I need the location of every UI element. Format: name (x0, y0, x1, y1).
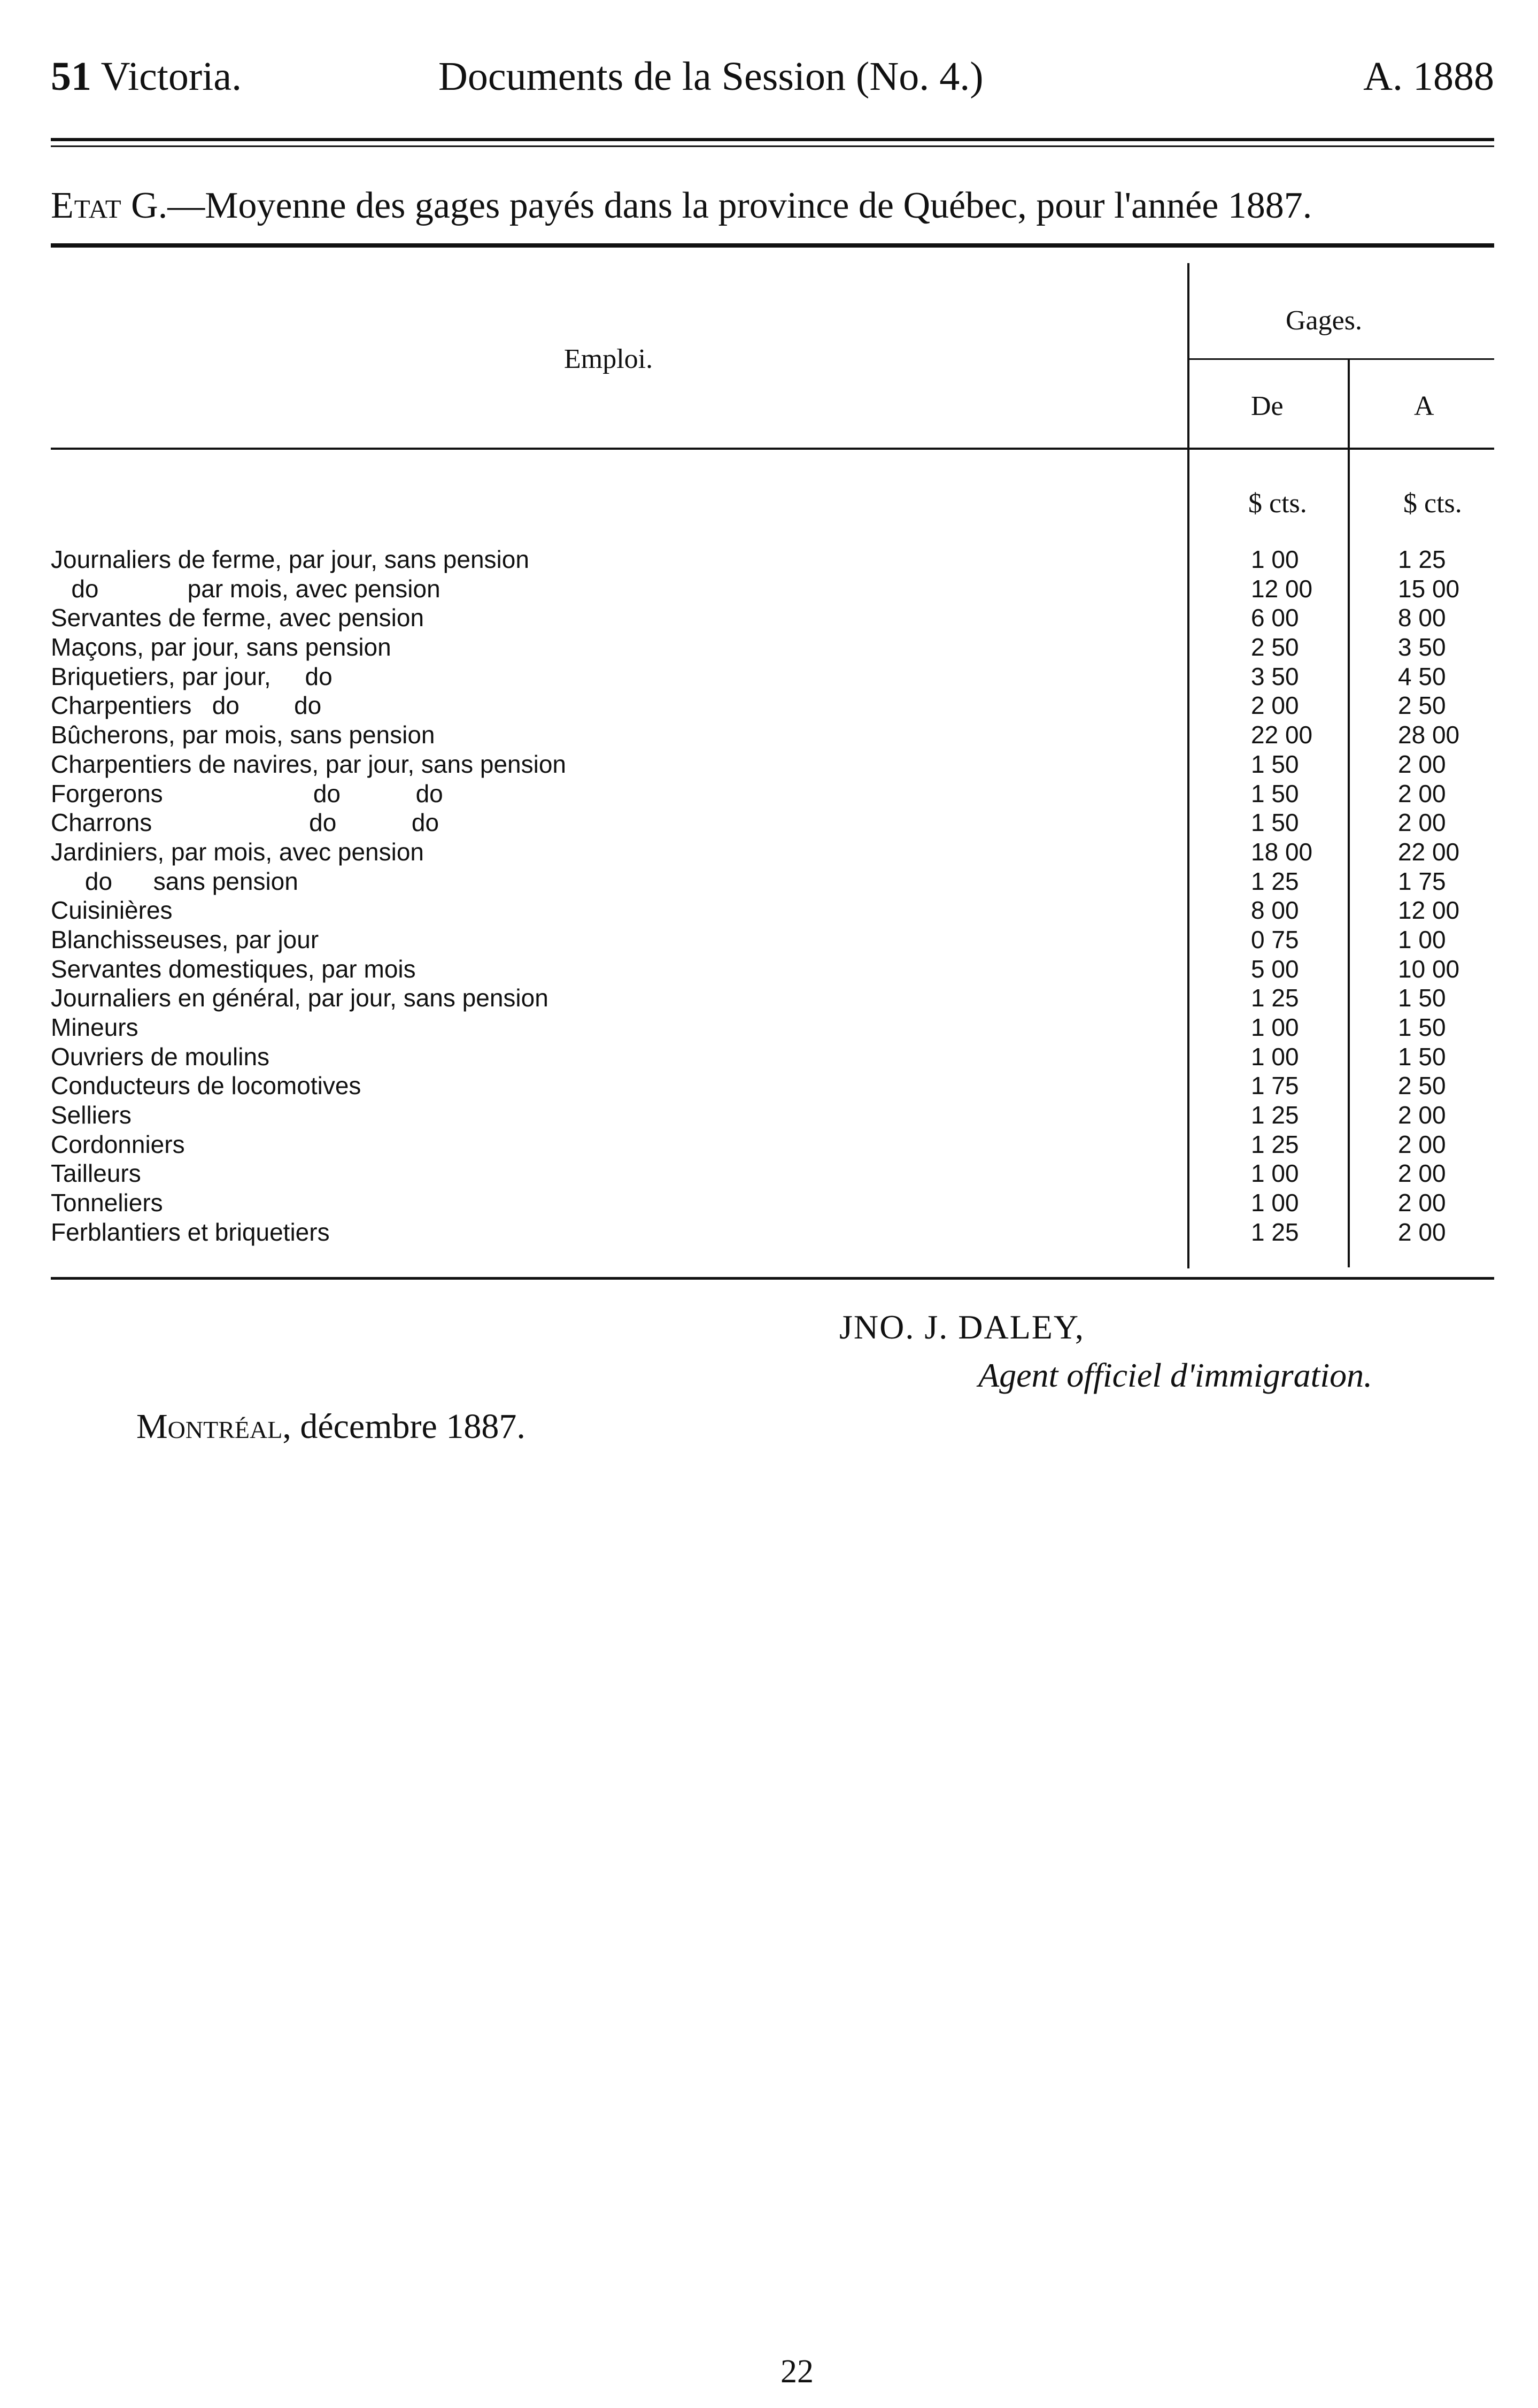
cell-a: 1 25 (1398, 545, 1446, 573)
cell-a: 1 00 (1398, 925, 1446, 953)
cell-de: 1 00 (1251, 1042, 1299, 1071)
cell-de: 3 50 (1251, 662, 1299, 690)
cell-a: 2 00 (1398, 809, 1446, 837)
year-reference: A. 1888 (1363, 54, 1494, 99)
signatory-role: Agent officiel d'immigration. (978, 1356, 1373, 1394)
cell-de: 1 75 (1251, 1072, 1299, 1100)
table-row (51, 1159, 1494, 1188)
title-text: G.—Moyenne des gages payés dans la province de Québec, pour l'année 1887. (121, 185, 1312, 226)
table-row (51, 1071, 1494, 1101)
running-header (51, 53, 1494, 102)
cell-de: 1 50 (1251, 750, 1299, 778)
cell-de: 1 25 (1251, 1101, 1299, 1129)
header-rule-thick (51, 138, 1494, 141)
table-row (51, 1218, 1494, 1247)
table-row (51, 808, 1494, 837)
cell-de: 1 00 (1251, 545, 1299, 573)
cell-de: 2 00 (1251, 691, 1299, 720)
row-label: Charpentiers do do (51, 691, 1179, 720)
cell-a: 28 00 (1398, 721, 1460, 749)
session-reference (51, 53, 242, 100)
table-row (51, 925, 1494, 955)
row-label: Blanchisseuses, par jour (51, 925, 1179, 955)
cell-a: 3 50 (1398, 633, 1446, 661)
row-label: Journaliers en général, par jour, sans pension (51, 983, 1179, 1013)
table-title (51, 184, 1494, 227)
row-label: Bûcherons, par mois, sans pension (51, 720, 1179, 750)
column-header-emploi: Emploi. (564, 344, 653, 374)
table-row (51, 867, 1494, 896)
row-label: Tonneliers (51, 1188, 1179, 1218)
cell-de: 1 00 (1251, 1159, 1299, 1188)
place-name: Montréal (136, 1407, 283, 1446)
table-row (51, 691, 1494, 720)
cell-a: 22 00 (1398, 837, 1460, 866)
column-header-de: De (1251, 391, 1284, 421)
row-label: do par mois, avec pension (51, 574, 1179, 604)
header-bottom-rule (51, 448, 1494, 450)
cell-a: 4 50 (1398, 662, 1446, 690)
row-label: Charrons do do (51, 808, 1179, 837)
row-label: Servantes domestiques, par mois (51, 955, 1179, 984)
cell-de: 2 50 (1251, 633, 1299, 661)
cell-a: 1 75 (1398, 867, 1446, 895)
cell-a: 8 00 (1398, 604, 1446, 632)
table-row (51, 983, 1494, 1013)
title-prefix: Etat (51, 185, 122, 226)
table-row (51, 1042, 1494, 1072)
cell-de: 6 00 (1251, 604, 1299, 632)
row-label: Briquetiers, par jour, do (51, 662, 1179, 691)
table-row (51, 545, 1494, 574)
table-row (51, 1013, 1494, 1042)
unit-a: $ cts. (1403, 488, 1462, 519)
gages-subheader-rule (1189, 358, 1494, 360)
column-header-a: A (1414, 391, 1434, 421)
table-row (51, 720, 1494, 750)
cell-a: 2 50 (1398, 1072, 1446, 1100)
page-number: 22 (780, 2353, 814, 2390)
cell-de: 1 50 (1251, 809, 1299, 837)
row-label: Cuisinières (51, 896, 1179, 925)
date-text: , décembre 1887. (282, 1407, 525, 1446)
cell-de: 1 25 (1251, 1130, 1299, 1158)
header-rule-thin (51, 145, 1494, 147)
cell-de: 1 25 (1251, 984, 1299, 1012)
cell-de: 5 00 (1251, 955, 1299, 983)
row-label: Selliers (51, 1101, 1179, 1130)
cell-de: 1 50 (1251, 779, 1299, 807)
row-label: do sans pension (51, 867, 1179, 896)
table-row (51, 662, 1494, 691)
cell-a: 2 00 (1398, 1159, 1446, 1188)
place-date (136, 1406, 525, 1447)
table-bottom-rule (51, 1277, 1494, 1280)
table-row (51, 1101, 1494, 1130)
cell-a: 1 50 (1398, 1042, 1446, 1071)
cell-de: 0 75 (1251, 925, 1299, 953)
session-name: Victoria. (91, 54, 242, 99)
cell-de: 12 00 (1251, 574, 1313, 603)
title-rule (51, 243, 1494, 248)
wages-table (51, 263, 1494, 1268)
cell-a: 15 00 (1398, 574, 1460, 603)
table-row (51, 1130, 1494, 1159)
table-row (51, 896, 1494, 925)
cell-de: 1 25 (1251, 867, 1299, 895)
unit-de: $ cts. (1248, 488, 1307, 519)
column-header-gages: Gages. (1286, 305, 1362, 336)
table-row (51, 1188, 1494, 1218)
table-row (51, 837, 1494, 867)
row-label: Conducteurs de locomotives (51, 1071, 1179, 1101)
row-label: Journaliers de ferme, par jour, sans pension (51, 545, 1179, 574)
cell-a: 2 00 (1398, 1218, 1446, 1246)
row-label: Cordonniers (51, 1130, 1179, 1159)
cell-a: 2 00 (1398, 1130, 1446, 1158)
signatory-name: JNO. J. DALEY, (839, 1308, 1085, 1346)
table-row (51, 955, 1494, 984)
cell-a: 1 50 (1398, 984, 1446, 1012)
table-row (51, 750, 1494, 779)
cell-a: 2 00 (1398, 779, 1446, 807)
row-label: Ferblantiers et briquetiers (51, 1218, 1179, 1247)
cell-a: 2 00 (1398, 1101, 1446, 1129)
row-label: Forgerons do do (51, 779, 1179, 809)
cell-de: 1 00 (1251, 1013, 1299, 1041)
table-row (51, 574, 1494, 604)
row-label: Tailleurs (51, 1159, 1179, 1188)
table-row (51, 779, 1494, 809)
table-row (51, 633, 1494, 662)
row-label: Jardiniers, par mois, avec pension (51, 837, 1179, 867)
cell-de: 8 00 (1251, 896, 1299, 925)
table-row (51, 603, 1494, 633)
cell-de: 1 00 (1251, 1189, 1299, 1217)
row-label: Servantes de ferme, avec pension (51, 603, 1179, 633)
cell-de: 1 25 (1251, 1218, 1299, 1246)
cell-a: 12 00 (1398, 896, 1460, 925)
cell-a: 2 00 (1398, 1189, 1446, 1217)
session-number: 51 (51, 54, 91, 99)
cell-a: 2 00 (1398, 750, 1446, 778)
cell-de: 18 00 (1251, 837, 1313, 866)
row-label: Ouvriers de moulins (51, 1042, 1179, 1072)
row-label: Charpentiers de navires, par jour, sans pension (51, 750, 1179, 779)
row-label: Maçons, par jour, sans pension (51, 633, 1179, 662)
cell-a: 1 50 (1398, 1013, 1446, 1041)
row-label: Mineurs (51, 1013, 1179, 1042)
cell-a: 2 50 (1398, 691, 1446, 720)
document-title: Documents de la Session (No. 4.) (438, 54, 984, 99)
table-body (51, 545, 1494, 1247)
cell-de: 22 00 (1251, 721, 1313, 749)
cell-a: 10 00 (1398, 955, 1460, 983)
